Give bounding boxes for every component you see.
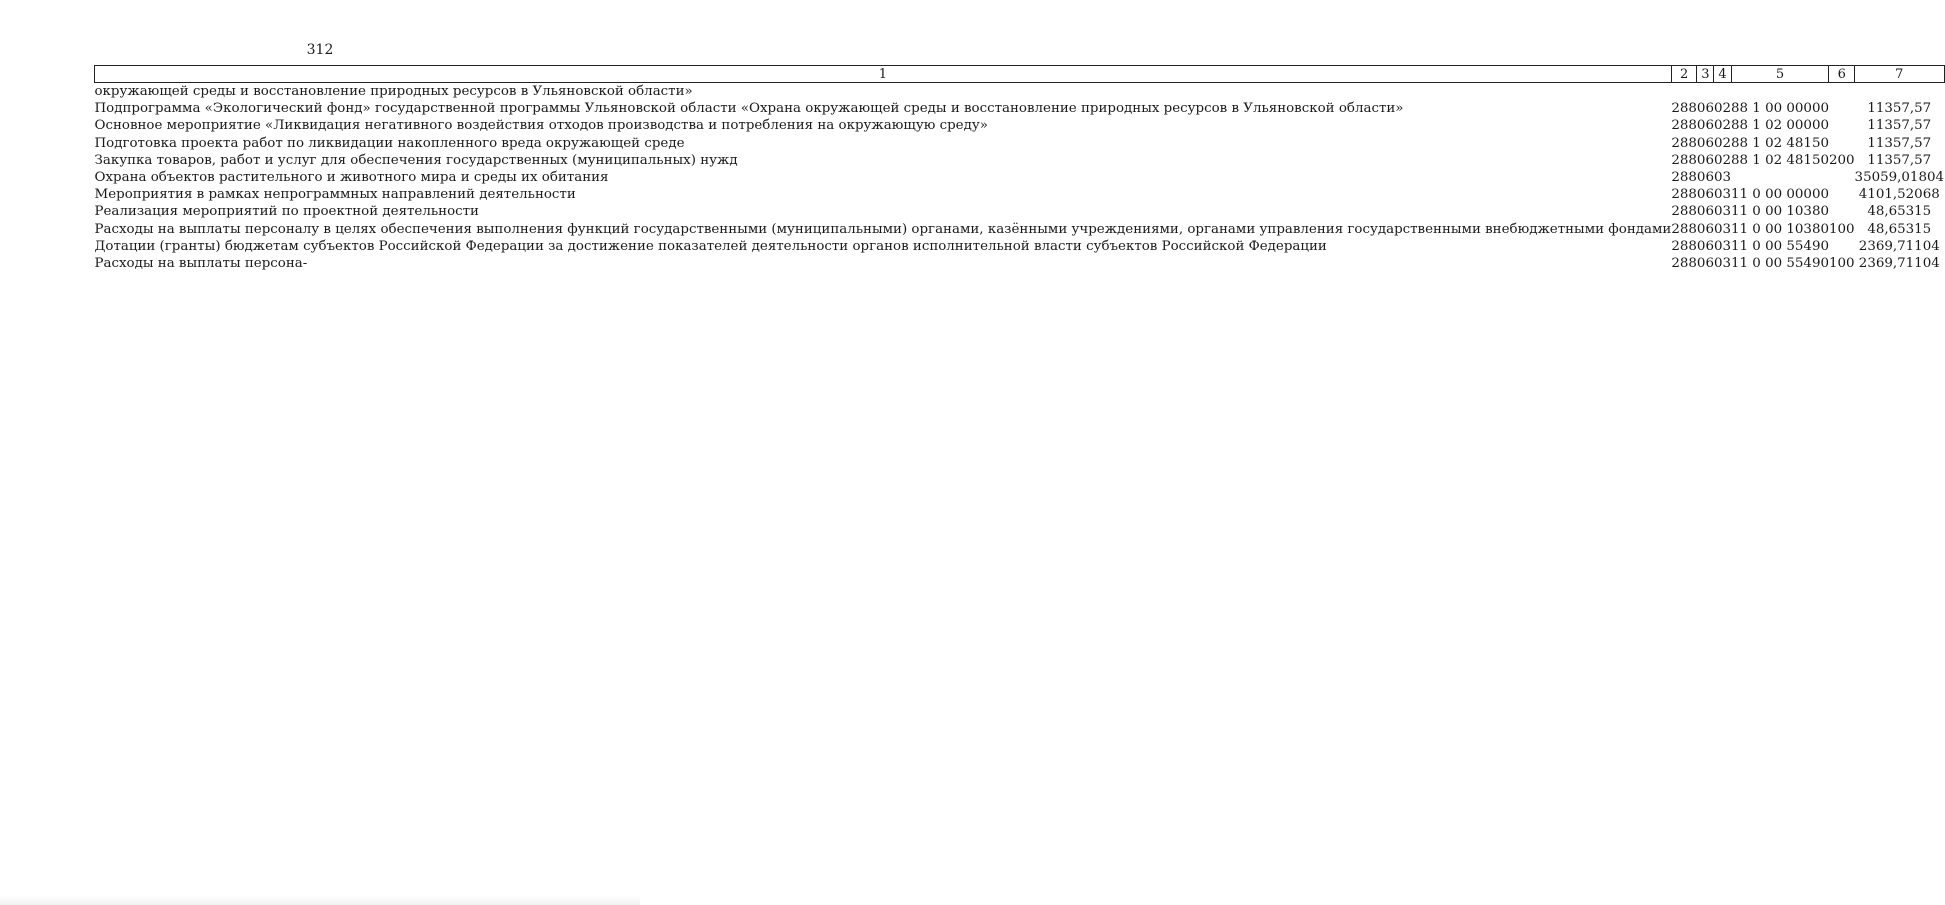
row-expense-type xyxy=(1829,100,1855,117)
row-name: Расходы на выплаты персона- xyxy=(94,256,308,272)
row-subsection: 02 xyxy=(1713,118,1732,134)
row-admin-code: 288 xyxy=(1671,187,1697,203)
row-subsection: 03 xyxy=(1713,238,1732,254)
column-header-row xyxy=(95,66,1945,83)
row-section: 06 xyxy=(1696,152,1714,168)
row-name: Дотации (гранты) бюджетам субъектов Российской Федерации за достижение показателей деятельности органов исполнительной власти субъектов Российской Федерации xyxy=(94,238,1327,254)
column-header: 4 xyxy=(1714,66,1731,83)
table-row xyxy=(95,169,1945,186)
row-name: Основное мероприятие «Ликвидация негативного воздействия отходов производства и потребления на окружающую среду» xyxy=(94,118,988,134)
row-target-article: 88 1 02 48150 xyxy=(1731,152,1829,168)
row-target-article: 11 0 00 55490 xyxy=(1731,256,1829,272)
row-admin-code: 288 xyxy=(1671,204,1697,220)
row-admin-code: 288 xyxy=(1671,135,1697,151)
table-row xyxy=(95,135,1945,152)
row-section: 06 xyxy=(1696,170,1714,186)
row-subsection xyxy=(1714,83,1731,101)
row-target-article: 88 1 02 00000 xyxy=(1731,118,1829,134)
row-section xyxy=(1697,83,1714,101)
row-amount: 11357,57 xyxy=(1867,101,1932,117)
row-admin-code: 288 xyxy=(1671,101,1697,117)
row-amount: 2369,71104 xyxy=(1858,256,1940,272)
row-subsection: 03 xyxy=(1713,256,1732,272)
table-row xyxy=(95,83,1945,101)
row-name: Подпрограмма «Экологический фонд» государственной программы Ульяновской области «Охрана окружающей среды и восстановление природных ресурсов в Ульяновской области» xyxy=(94,101,1404,117)
row-amount: 11357,57 xyxy=(1867,118,1932,134)
row-name: Охрана объектов растительного и животного мира и среды их обитания xyxy=(94,170,609,186)
table-row xyxy=(95,203,1945,220)
row-target-article: 11 0 00 55490 xyxy=(1731,238,1829,254)
table-row xyxy=(95,255,1945,272)
row-amount xyxy=(1855,83,1944,101)
scan-edge-shadow xyxy=(0,895,640,905)
row-subsection: 02 xyxy=(1713,152,1732,168)
row-name: Реализация мероприятий по проектной деятельности xyxy=(94,204,479,220)
row-name: Закупка товаров, работ и услуг для обеспечения государственных (муниципальных) нужд xyxy=(94,152,738,168)
row-subsection: 03 xyxy=(1713,170,1732,186)
row-name: Мероприятия в рамках непрограммных направлений деятельности xyxy=(94,187,576,203)
row-expense-type xyxy=(1829,186,1855,203)
row-amount: 48,65315 xyxy=(1867,221,1932,237)
row-expense-type xyxy=(1829,203,1855,220)
row-section: 06 xyxy=(1696,221,1714,237)
row-amount: 35059,01804 xyxy=(1854,170,1944,186)
row-target-article: 11 0 00 10380 xyxy=(1731,221,1829,237)
row-target-article xyxy=(1731,83,1829,101)
row-name: Подготовка проекта работ по ликвидации накопленного вреда окружающей среде xyxy=(94,135,685,151)
row-expense-type xyxy=(1829,238,1855,255)
row-subsection: 03 xyxy=(1713,187,1732,203)
row-amount: 48,65315 xyxy=(1867,204,1932,220)
row-subsection: 02 xyxy=(1713,135,1732,151)
column-header: 2 xyxy=(1671,66,1697,83)
row-expense-type xyxy=(1829,135,1855,152)
row-subsection: 02 xyxy=(1713,101,1732,117)
row-subsection: 03 xyxy=(1713,221,1732,237)
row-target-article: 11 0 00 00000 xyxy=(1731,187,1829,203)
column-header: 7 xyxy=(1855,66,1944,83)
row-expense-type: 200 xyxy=(1828,152,1855,168)
row-section: 06 xyxy=(1696,187,1714,203)
column-header: 3 xyxy=(1697,66,1714,83)
row-admin-code: 288 xyxy=(1671,118,1697,134)
column-header: 5 xyxy=(1731,66,1829,83)
page-number: 312 xyxy=(306,42,334,58)
row-section: 06 xyxy=(1696,101,1714,117)
row-expense-type: 100 xyxy=(1828,221,1855,237)
row-expense-type xyxy=(1829,117,1855,134)
row-section: 06 xyxy=(1696,238,1714,254)
row-section: 06 xyxy=(1696,204,1714,220)
budget-table xyxy=(94,65,1945,272)
row-admin-code: 288 xyxy=(1671,152,1697,168)
row-target-article: 88 1 00 00000 xyxy=(1731,101,1829,117)
row-admin-code: 288 xyxy=(1671,170,1697,186)
row-amount: 2369,71104 xyxy=(1858,238,1940,254)
row-section: 06 xyxy=(1696,135,1714,151)
table-row xyxy=(95,152,1945,169)
row-amount: 11357,57 xyxy=(1867,152,1932,168)
row-section: 06 xyxy=(1696,118,1714,134)
row-target-article: 11 0 00 10380 xyxy=(1731,204,1829,220)
row-expense-type xyxy=(1829,169,1855,186)
column-header: 6 xyxy=(1829,66,1855,83)
row-admin-code: 288 xyxy=(1671,256,1697,272)
table-row xyxy=(95,221,1945,238)
row-subsection: 03 xyxy=(1713,204,1732,220)
row-name: окружающей среды и восстановление природных ресурсов в Ульяновской области» xyxy=(94,84,693,99)
table-row xyxy=(95,186,1945,203)
table-row xyxy=(95,100,1945,117)
row-target-article: 88 1 02 48150 xyxy=(1731,135,1829,151)
row-amount: 4101,52068 xyxy=(1858,187,1940,203)
row-admin-code xyxy=(1671,83,1697,101)
row-expense-type: 100 xyxy=(1828,256,1855,272)
table-row xyxy=(95,238,1945,255)
row-amount: 11357,57 xyxy=(1867,135,1932,151)
row-expense-type xyxy=(1829,83,1855,101)
row-target-article xyxy=(1731,169,1829,186)
row-admin-code: 288 xyxy=(1671,221,1697,237)
column-header: 1 xyxy=(95,66,1672,83)
row-section: 06 xyxy=(1696,256,1714,272)
table-row xyxy=(95,117,1945,134)
row-admin-code: 288 xyxy=(1671,238,1697,254)
row-name: Расходы на выплаты персоналу в целях обеспечения выполнения функций государственными (муниципальными) органами, казёнными учреждениями, органами управления государственными внебюджетными фондами xyxy=(94,221,1672,237)
